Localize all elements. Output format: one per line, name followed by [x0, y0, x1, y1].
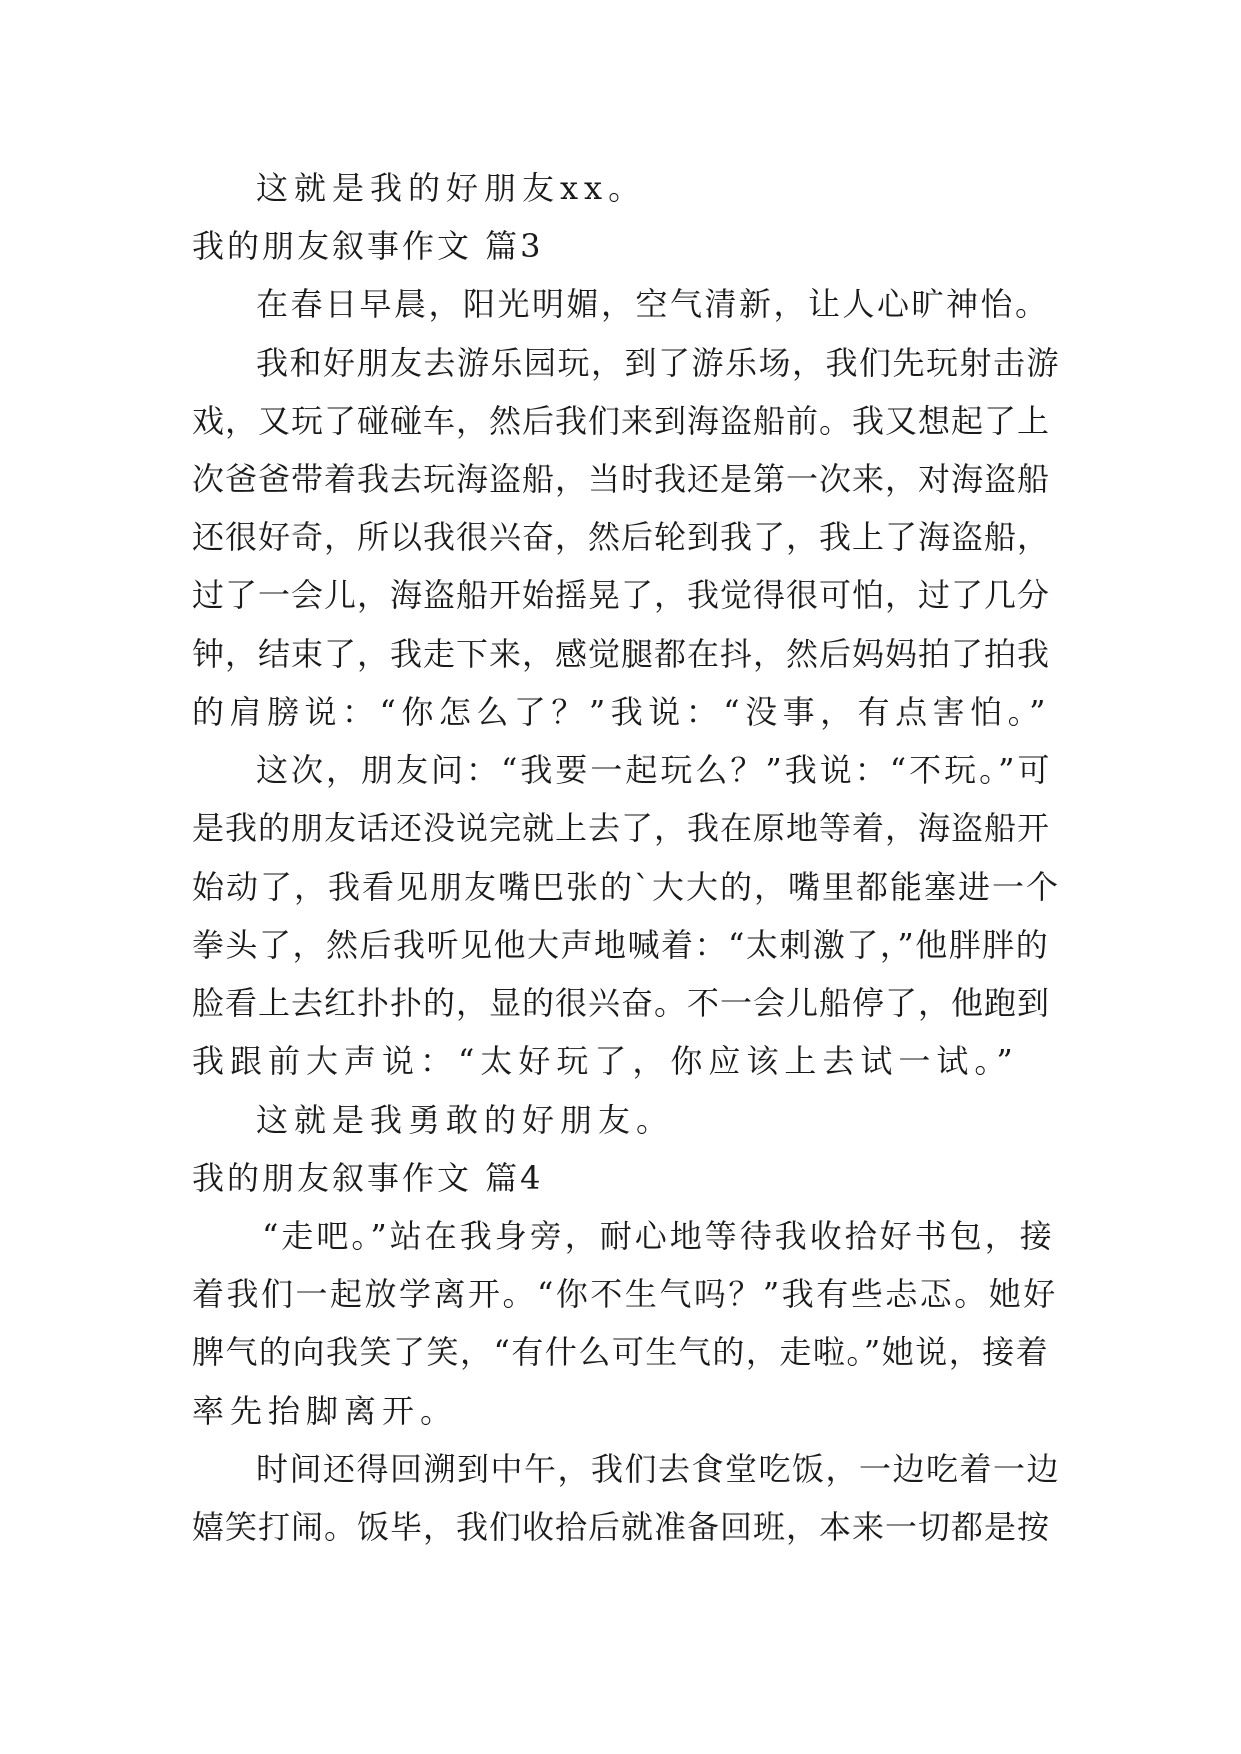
paragraph-line: 时间还得回溯到中午，我们去食堂吃饭，一边吃着一边 — [256, 1450, 1061, 1488]
paragraph-line: 是我的朋友话还没说完就上去了，我在原地等着，海盗船开 — [192, 809, 1051, 847]
paragraph-line: 我跟前大声说：“太好玩了，你应该上去试一试。” — [192, 1042, 1019, 1080]
paragraph-line: 脸看上去红扑扑的，显的很兴奋。不一会儿船停了，他跑到 — [192, 984, 1051, 1022]
paragraph-line: 钟，结束了，我走下来，感觉腿都在抖，然后妈妈拍了拍我 — [192, 635, 1051, 673]
paragraph-line: 的肩膀说：“你怎么了？”我说：“没事，有点害怕。” — [192, 693, 1051, 731]
paragraph-line: 我和好朋友去游乐园玩，到了游乐场，我们先玩射击游 — [256, 344, 1061, 382]
section-heading: 我的朋友叙事作文 篇3 — [192, 227, 544, 265]
paragraph-line: 次爸爸带着我去玩海盗船，当时我还是第一次来，对海盗船 — [192, 460, 1051, 498]
paragraph-line: 戏，又玩了碰碰车，然后我们来到海盗船前。我又想起了上 — [192, 402, 1051, 440]
paragraph-line: 在春日早晨，阳光明媚，空气清新，让人心旷神怡。 — [256, 285, 1050, 323]
paragraph-line: 还很好奇，所以我很兴奋，然后轮到我了，我上了海盗船， — [192, 518, 1051, 556]
section-heading: 我的朋友叙事作文 篇4 — [192, 1159, 544, 1197]
paragraph-line: 嬉笑打闹。饭毕，我们收拾后就准备回班，本来一切都是按 — [192, 1508, 1051, 1546]
paragraph-line: 率先抬脚离开。 — [192, 1392, 459, 1430]
paragraph-line: 这就是我的好朋友xx。 — [256, 169, 647, 207]
paragraph-line: 过了一会儿，海盗船开始摇晃了，我觉得很可怕，过了几分 — [192, 576, 1051, 614]
paragraph-line: 着我们一起放学离开。“你不生气吗？”我有些忐忑。她好 — [192, 1275, 1058, 1313]
paragraph-line: 这就是我勇敢的好朋友。 — [256, 1101, 675, 1139]
paragraph-line: “走吧。”站在我身旁，耐心地等待我收拾好书包，接 — [262, 1217, 1055, 1255]
paragraph-line: 脾气的向我笑了笑，“有什么可生气的，走啦。”她说，接着 — [192, 1333, 1050, 1371]
paragraph-line: 始动了，我看见朋友嘴巴张的`大大的，嘴里都能塞进一个 — [192, 868, 1061, 906]
paragraph-line: 拳头了，然后我听见他大声地喊着：“太刺激了，”他胖胖的 — [192, 926, 1050, 964]
paragraph-line: 这次，朋友问：“我要一起玩么？”我说：“不玩。”可 — [256, 751, 1053, 789]
